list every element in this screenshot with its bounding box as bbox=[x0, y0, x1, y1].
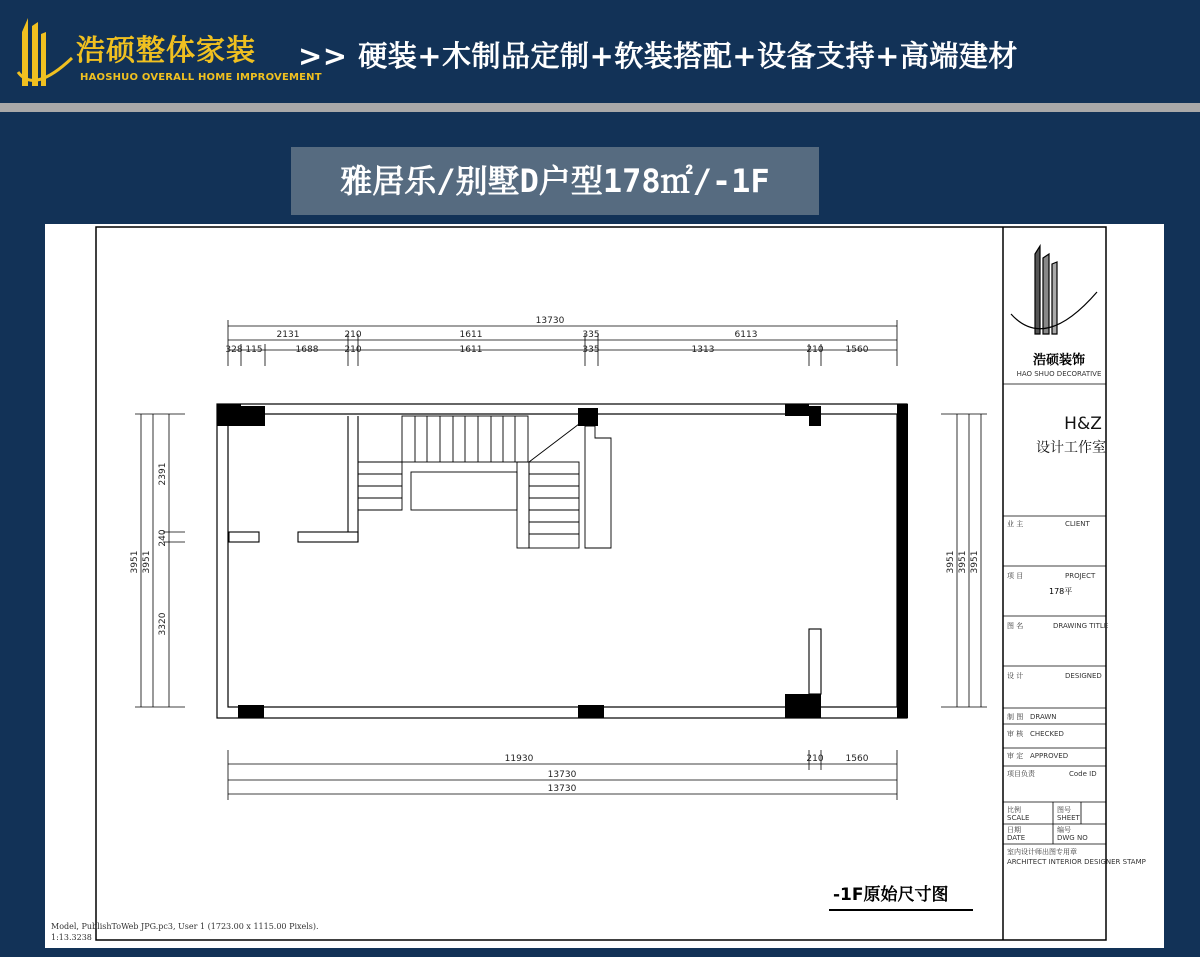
top-dim-3-2: 1688 bbox=[295, 345, 319, 355]
dwg-label: 编号 bbox=[1057, 826, 1071, 834]
header-bar bbox=[0, 0, 1200, 103]
stamp-en: ARCHITECT INTERIOR DESIGNER STAMP bbox=[1007, 858, 1146, 866]
top-dimensions bbox=[228, 320, 897, 366]
scale-en: SCALE bbox=[1007, 814, 1030, 822]
check-label: 审 核 bbox=[1007, 730, 1024, 738]
audit-label: 审 定 bbox=[1007, 752, 1024, 760]
drawing-value: DRAWING TITLE bbox=[1053, 622, 1109, 630]
top-dim-3-1: 115 bbox=[245, 345, 263, 355]
drawn-label: 制 图 bbox=[1007, 713, 1024, 721]
floor-plan-drawing bbox=[45, 224, 1164, 948]
left-dim-1: 3951 bbox=[142, 550, 152, 574]
top-dim-3-0: 328 bbox=[225, 345, 243, 355]
top-dim-2-2: 1611 bbox=[459, 330, 483, 340]
drawing-caption: -1F原始尺寸图 bbox=[833, 885, 949, 905]
top-dim-3-7: 210 bbox=[806, 345, 824, 355]
header-divider bbox=[0, 103, 1200, 112]
model-note-line2: 1:13.3238 bbox=[51, 933, 92, 942]
bottom-dim-1-1: 210 bbox=[806, 754, 824, 764]
check-value: CHECKED bbox=[1030, 730, 1064, 738]
left-dim-2: 2391 bbox=[158, 462, 168, 486]
sheet-border bbox=[96, 227, 1109, 940]
outer-walls bbox=[217, 404, 907, 718]
top-dim-3-4: 1611 bbox=[459, 345, 483, 355]
brand-english-name: HAOSHUO OVERALL HOME IMPROVEMENT bbox=[80, 72, 322, 83]
client-value: CLIENT bbox=[1065, 520, 1090, 528]
top-dim-3-6: 1313 bbox=[691, 345, 715, 355]
page-title: 雅居乐/别墅D户型178㎡/-1F bbox=[340, 162, 770, 200]
model-note bbox=[51, 921, 319, 943]
bottom-dim-1-2: 1560 bbox=[845, 754, 869, 764]
interior-walls bbox=[229, 416, 821, 694]
title-banner bbox=[291, 147, 819, 215]
top-dim-3-5: 335 bbox=[582, 345, 600, 355]
staircase bbox=[358, 416, 611, 548]
columns bbox=[217, 404, 821, 718]
project-label: 项 目 bbox=[1007, 572, 1024, 580]
audit-value: APPROVED bbox=[1030, 752, 1069, 760]
slogan: >> 硬装+木制品定制+软装搭配+设备支持+高端建材 bbox=[298, 39, 1018, 73]
bottom-dim-3-0: 13730 bbox=[547, 784, 577, 794]
brand-name: 浩硕整体家装 bbox=[76, 33, 257, 67]
top-dim-2-3: 335 bbox=[582, 330, 600, 340]
date-en: DATE bbox=[1007, 834, 1026, 842]
sheet-en: SHEET bbox=[1057, 814, 1080, 822]
title-block-logo-en: HAO SHUO DECORATIVE bbox=[1016, 370, 1102, 378]
design-label: 设 计 bbox=[1007, 672, 1024, 680]
right-dim-0: 3951 bbox=[946, 550, 956, 574]
stamp-label: 室内设计师出图专用章 bbox=[1007, 848, 1077, 856]
design-value: DESIGNED bbox=[1065, 672, 1102, 680]
left-dim-3: 240 bbox=[158, 529, 168, 547]
bottom-dim-1-0: 11930 bbox=[504, 754, 534, 764]
left-dim-4: 3320 bbox=[158, 612, 168, 636]
scale-label: 比例 bbox=[1007, 806, 1021, 814]
left-dim-0: 3951 bbox=[130, 550, 140, 574]
top-dim-2-0: 2131 bbox=[276, 330, 300, 340]
title-block-logo-text: 浩硕装饰 bbox=[1032, 353, 1086, 368]
bottom-dim-2-0: 13730 bbox=[547, 770, 577, 780]
right-dim-2: 3951 bbox=[970, 550, 980, 574]
drawing-label: 图 名 bbox=[1007, 622, 1024, 630]
dwg-en: DWG NO bbox=[1057, 834, 1088, 842]
model-note-line1: Model, PublishToWeb JPG.pc3, User 1 (1723.00 x 1115.00 Pixels). bbox=[51, 922, 319, 931]
title-block-logo-icon bbox=[1011, 246, 1097, 334]
floor-plan-sheet bbox=[45, 224, 1164, 948]
top-dim-2-1: 210 bbox=[344, 330, 362, 340]
top-dim-3-3: 210 bbox=[344, 345, 362, 355]
top-dim-3-8: 1560 bbox=[845, 345, 869, 355]
studio-subtitle: 设计工作室 bbox=[1036, 440, 1106, 456]
studio-name: H&Z bbox=[1064, 414, 1102, 434]
building-logo-icon bbox=[14, 12, 74, 92]
date-label: 日期 bbox=[1007, 826, 1021, 834]
drawn-value: DRAWN bbox=[1030, 713, 1057, 721]
top-dim-total: 13730 bbox=[535, 316, 565, 326]
archive-label: 项目负责 bbox=[1007, 770, 1035, 778]
archive-value: Code ID bbox=[1069, 770, 1097, 778]
project-value-en: PROJECT bbox=[1065, 572, 1096, 580]
right-wall-solid bbox=[897, 404, 908, 718]
right-dim-1: 3951 bbox=[958, 550, 968, 574]
client-label: 业 主 bbox=[1007, 520, 1024, 528]
top-dim-2-4: 6113 bbox=[734, 330, 758, 340]
project-value: 178平 bbox=[1049, 587, 1073, 596]
sheet-label: 图号 bbox=[1057, 806, 1071, 814]
